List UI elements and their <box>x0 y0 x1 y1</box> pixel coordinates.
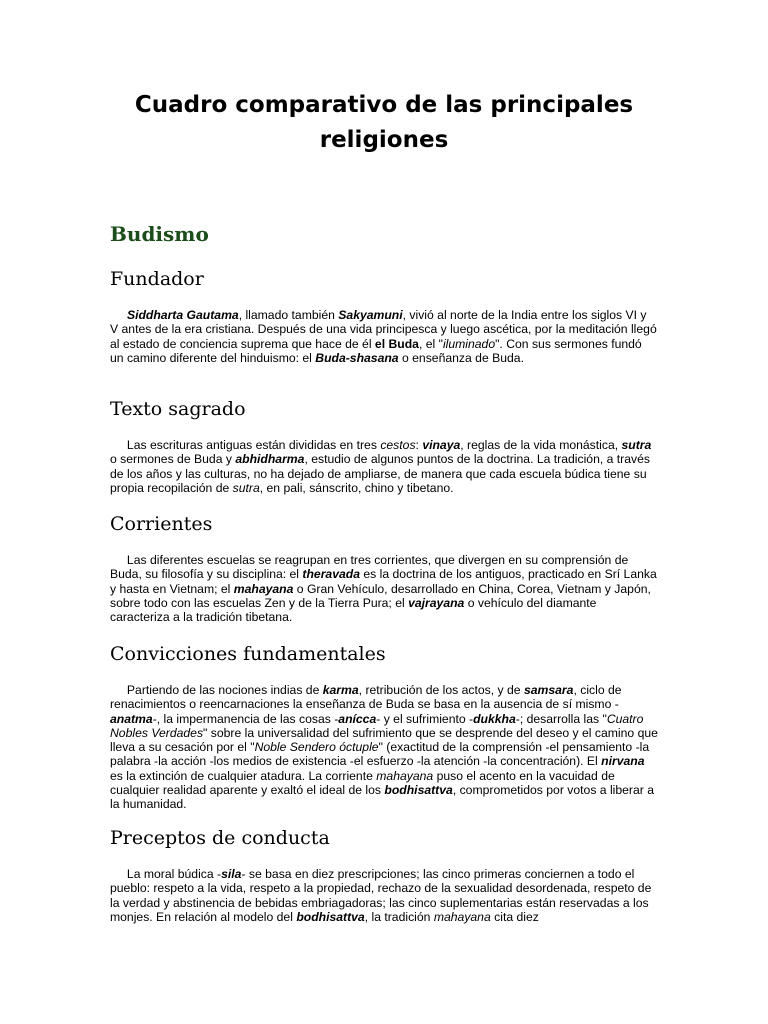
paragraph-convicciones: Partiendo de las nociones indias de karma, retribución de los actos, y de samsara, ciclo de renacimientos o reencarnaciones la enseñanza de Buda se basa en la ausencia de sí mismo -anatma-, la impermanencia de las cosas -anícca- y el sufrimiento -dukkha-; desarrolla las "Cuatro Nobles Verdades" sobre la universalidad del sufrimiento que se desprende del deseo y el camino que lleva a su cesación por el "Noble Sendero óctuple" (exactitud de la comprensión -el pensamiento -la palabra -la acción -los medios de existencia -el esfuerzo -la atención -la concentración). El nirvana es la extinción de cualquier atadura. La corriente mahayana puso el acento en la vacuidad de cualquier realidad aparente y exaltó el ideal de los bodhisattva, comprometidos por votos a liberar a la humanidad. <box>110 683 658 812</box>
subheading-corrientes: Corrientes <box>110 513 213 535</box>
subheading-convicciones: Convicciones fundamentales <box>110 643 386 665</box>
paragraph-texto-sagrado: Las escrituras antiguas están divididas en tres cestos: vinaya, reglas de la vida monástica, sutra o sermones de Buda y abhidharma, estudio de algunos puntos de la doctrina. La tradición, a través de los años y las culturas, no ha dejado de ampliarse, de manera que cada escuela búdica tiene su propia recopilación de sutra, en pali, sánscrito, chino y tibetano. <box>110 438 652 495</box>
subheading-texto-sagrado: Texto sagrado <box>110 398 246 420</box>
paragraph-fundador: Siddharta Gautama, llamado también Sakyamuni, vivió al norte de la India entre los siglos VI y V antes de la era cristiana. Después de una vida principesca y luego ascética, por la meditación llegó al estado de conciencia suprema que hace de él el Buda, el "iluminado". Con sus sermones fundó un camino diferente del hinduismo: el Buda-shasana o enseñanza de Buda. <box>110 308 657 365</box>
page-title: Cuadro comparativo de las principales religiones <box>134 92 634 153</box>
paragraph-corrientes: Las diferentes escuelas se reagrupan en tres corrientes, que divergen en su comprensión de Buda, su filosofía y su disciplina: el theravada es la doctrina de los antiguos, practicado en Srí Lanka y hasta en Vietnam; el mahayana o Gran Vehículo, desarrollado en China, Corea, Vietnam y Japón, sobre todo con las escuelas Zen y de la Tierra Pura; el vajrayana o vehículo del diamante caracteriza a la tradición tibetana. <box>110 553 657 625</box>
section-heading-budismo: Budismo <box>110 222 209 246</box>
subheading-preceptos: Preceptos de conducta <box>110 827 330 849</box>
subheading-fundador: Fundador <box>110 268 204 290</box>
paragraph-preceptos: La moral búdica -sila- se basa en diez prescripciones; las cinco primeras conciernen a todo el pueblo: respeto a la vida, respeto a la propiedad, rechazo de la sexualidad desordenada, respeto de la verdad y abstinencia de bebidas embriagadoras; las cinco suplementarias están reservadas a los monjes. En relación al modelo del bodhisattva, la tradición mahayana cita diez <box>110 867 652 924</box>
